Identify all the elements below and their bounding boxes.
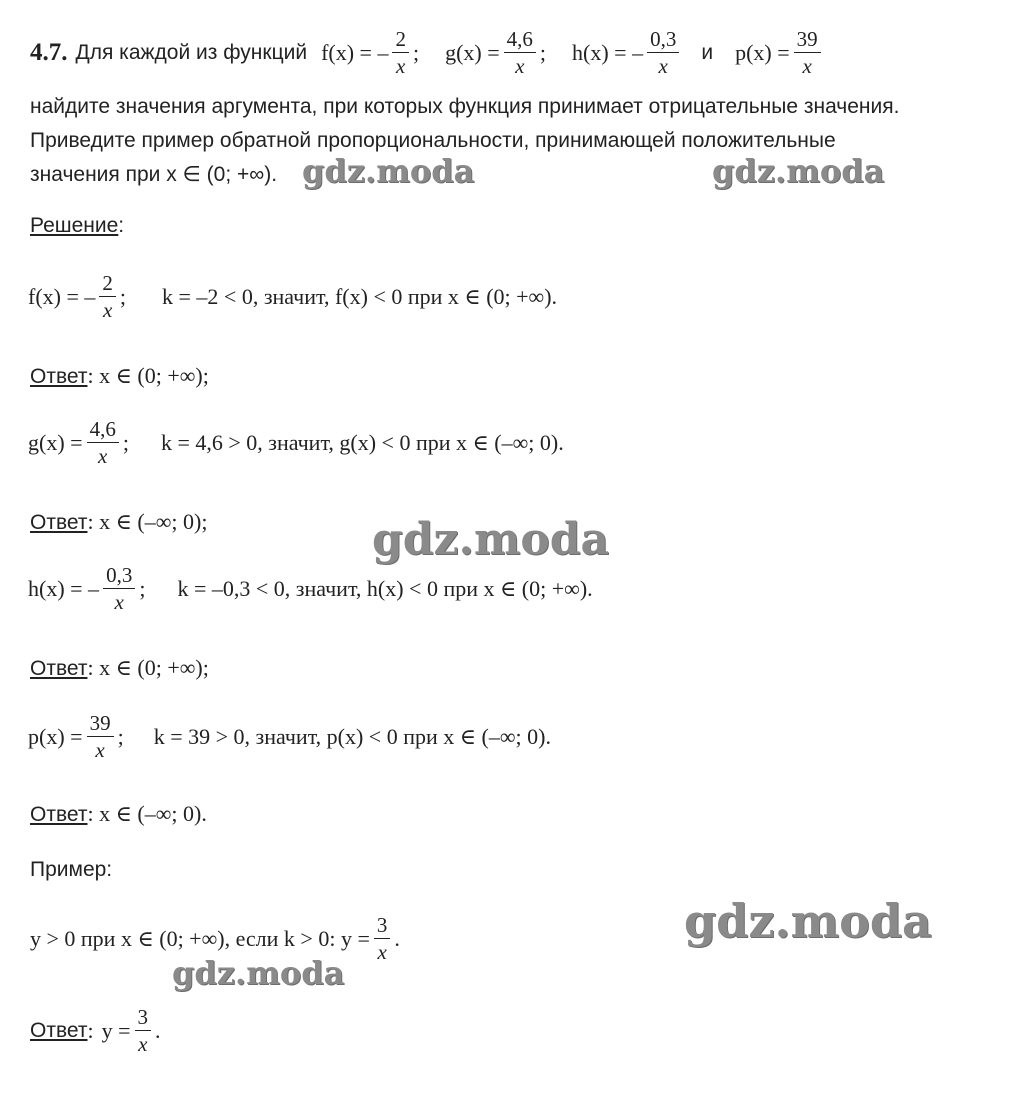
example-period: . bbox=[394, 925, 400, 951]
h-rest: k = –0,3 < 0, значит, h(x) < 0 при x ∈ (0; +∞). bbox=[177, 575, 593, 601]
semicolon: ; bbox=[119, 283, 127, 309]
answer-g bbox=[30, 508, 207, 537]
watermark: gdz.moda bbox=[372, 514, 610, 565]
answer-g-value: x ∈ (–∞; 0); bbox=[99, 509, 208, 534]
f-left: f(x) = – bbox=[28, 283, 96, 309]
solution-heading-text: Решение bbox=[30, 214, 119, 237]
p-fraction bbox=[794, 26, 821, 79]
answer-f-value: x ∈ (0; +∞); bbox=[99, 363, 209, 388]
example-text: y > 0 при x ∈ (0; +∞), если k > 0: y = bbox=[30, 925, 370, 951]
g-denominator: x bbox=[515, 54, 525, 78]
p-label: p(x) = bbox=[735, 39, 790, 65]
answer-colon: : bbox=[87, 655, 94, 680]
answer-word: Ответ bbox=[30, 803, 88, 826]
h-numerator: 0,3 bbox=[647, 26, 679, 53]
answer-colon: : bbox=[87, 509, 94, 534]
g-left: g(x) = bbox=[28, 429, 83, 455]
answer-word: Ответ bbox=[30, 511, 88, 534]
f-fraction bbox=[392, 26, 409, 79]
heading-colon: : bbox=[118, 214, 125, 237]
solution-g-line bbox=[28, 416, 564, 469]
example-denominator: x bbox=[377, 940, 387, 964]
solution-h-denominator: x bbox=[114, 590, 124, 614]
g-rest: k = 4,6 > 0, значит, g(x) < 0 при x ∈ (–∞; 0). bbox=[160, 429, 564, 455]
solution-g-numerator: 4,6 bbox=[87, 416, 119, 443]
final-left: y = bbox=[101, 1017, 131, 1043]
watermark: gdz.moda bbox=[302, 152, 475, 190]
answer-word: Ответ bbox=[30, 657, 88, 680]
p-rest: k = 39 > 0, значит, p(x) < 0 при x ∈ (–∞; 0). bbox=[153, 723, 551, 749]
final-period: . bbox=[155, 1017, 161, 1043]
task-line-3: Приведите пример обратной пропорциональности, принимающей положительные bbox=[30, 129, 836, 152]
task-line-4: значения при x ∈ (0; +∞). bbox=[30, 163, 278, 186]
watermark: gdz.moda bbox=[172, 954, 345, 992]
final-fraction bbox=[135, 1004, 152, 1057]
solution-p-line bbox=[28, 710, 551, 763]
h-denominator: x bbox=[658, 54, 668, 78]
p-denominator: x bbox=[802, 54, 812, 78]
solution-f-fraction bbox=[99, 270, 116, 323]
solution-g-fraction bbox=[87, 416, 119, 469]
final-answer bbox=[30, 1004, 161, 1057]
semicolon: ; bbox=[139, 575, 146, 601]
answer-colon: : bbox=[87, 1017, 94, 1043]
solution-h-numerator: 0,3 bbox=[103, 562, 135, 589]
solution-h-line bbox=[28, 562, 593, 615]
separator: ; bbox=[412, 39, 420, 65]
solution-f-denominator: x bbox=[102, 298, 113, 322]
solution-g-denominator: x bbox=[98, 444, 108, 468]
p-left: p(x) = bbox=[28, 723, 83, 749]
h-fraction bbox=[647, 26, 679, 79]
solution-f-line bbox=[28, 270, 557, 323]
solution-p-denominator: x bbox=[95, 738, 105, 762]
solution-f-numerator: 2 bbox=[99, 270, 116, 297]
h-left: h(x) = – bbox=[28, 575, 100, 601]
and-word: и bbox=[701, 40, 714, 64]
answer-colon: : bbox=[87, 801, 94, 826]
example-fraction bbox=[374, 912, 391, 965]
solution-heading bbox=[30, 214, 124, 238]
final-denominator: x bbox=[138, 1032, 148, 1056]
f-numerator: 2 bbox=[392, 26, 409, 53]
p-numerator: 39 bbox=[794, 26, 821, 53]
answer-f bbox=[30, 362, 209, 391]
separator: ; bbox=[539, 39, 547, 65]
semicolon: ; bbox=[117, 723, 124, 749]
answer-p bbox=[30, 800, 207, 829]
f-denominator: x bbox=[396, 54, 406, 78]
h-label: h(x) = – bbox=[572, 39, 644, 65]
answer-h bbox=[30, 654, 209, 683]
answer-p-value: x ∈ (–∞; 0). bbox=[99, 801, 207, 826]
task-number: 4.7. bbox=[30, 38, 68, 66]
answer-word: Ответ bbox=[30, 1018, 88, 1042]
solution-p-numerator: 39 bbox=[87, 710, 114, 737]
g-fraction bbox=[504, 26, 536, 79]
g-label: g(x) = bbox=[445, 39, 500, 65]
example-label: Пример: bbox=[30, 858, 113, 881]
answer-word: Ответ bbox=[30, 365, 88, 388]
task-line-1 bbox=[30, 26, 825, 79]
answer-colon: : bbox=[87, 363, 94, 388]
watermark: gdz.moda bbox=[684, 894, 932, 948]
task-intro: Для каждой из функций bbox=[75, 40, 308, 64]
answer-h-value: x ∈ (0; +∞); bbox=[99, 655, 209, 680]
g-numerator: 4,6 bbox=[504, 26, 536, 53]
semicolon: ; bbox=[122, 429, 129, 455]
example-numerator: 3 bbox=[374, 912, 391, 939]
f-rest: k = –2 < 0, значит, f(x) < 0 при x ∈ (0; +∞). bbox=[162, 283, 558, 309]
f-label: f(x) = – bbox=[321, 39, 389, 65]
task-line-2: найдите значения аргумента, при которых функция принимает отрицательные значения. bbox=[30, 95, 900, 118]
solution-h-fraction bbox=[103, 562, 135, 615]
final-numerator: 3 bbox=[135, 1004, 152, 1031]
watermark: gdz.moda bbox=[712, 152, 885, 190]
solution-p-fraction bbox=[87, 710, 114, 763]
